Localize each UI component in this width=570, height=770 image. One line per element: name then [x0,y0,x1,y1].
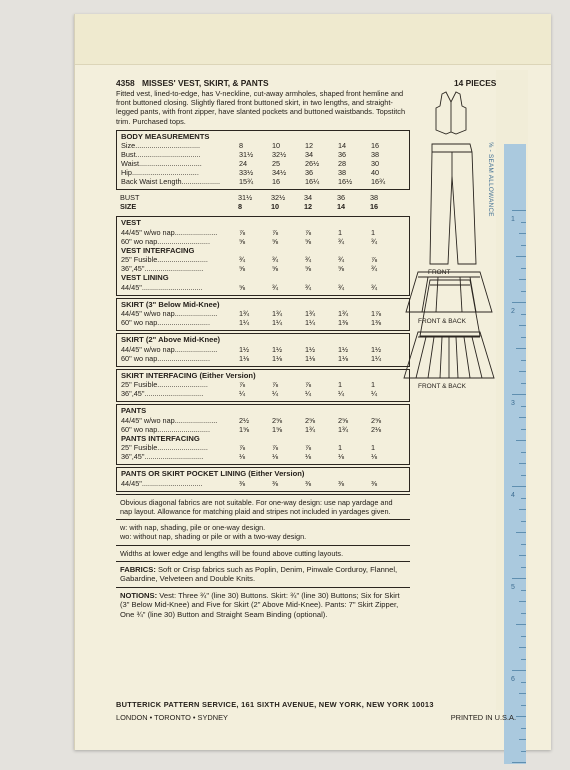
row-value: 40 [371,168,380,178]
skirt-short-sketch [406,272,492,312]
row-value: ¾ [338,236,345,246]
row-value: 16 [371,141,380,151]
row-value: ⅛ [305,452,312,462]
bust-value: 32½ [271,193,286,203]
ruler-tick [521,406,526,407]
size-value: 12 [304,202,313,212]
row-value: ⅝ [239,236,246,246]
fabrics-label: FABRICS: [120,564,156,574]
pants-rows [117,416,409,434]
row-value: 1¾ [338,309,349,319]
ruler-tick [521,659,526,660]
table-row [117,141,409,150]
ruler-tick [519,279,526,280]
row-value: ¾ [272,255,279,265]
ruler-tick [512,670,526,671]
table-row [117,425,409,434]
table-row [117,452,409,461]
ruler-tick [512,578,526,579]
row-label: 60" wo nap.......................... [121,424,210,434]
bust-row [116,193,410,202]
fabrics-text: Soft or Crisp fabrics such as Poplin, Denim, Pinwale Corduroy, Flannel, Gabardine, Velveteen and Double Knits. [120,564,398,584]
publisher-cities: LONDON • TORONTO • SYDNEY [116,713,228,722]
pattern-description: Fitted vest, lined-to-edge, has V-neckline, cut-away armholes, shaped front hemline and front buttoned closing. Slightly flared front buttoned skirt, in two lengths, and straight-legged pants, with front zipper, have slanted pockets and buttoned waistbands. Topstitch trim. Purchased tops. [116,89,406,126]
row-value: ⅞ [272,443,279,453]
ruler-number: 4 [511,492,515,499]
ruler-tick [521,291,526,292]
row-label: 60" wo nap.......................... [121,318,210,328]
ruler-number: 3 [511,400,515,407]
row-value: ⅜ [371,478,378,488]
row-value: ⅞ [305,443,312,453]
vest-interfacing-rows [117,255,409,273]
row-value: ⅝ [305,264,312,274]
row-label: Waist............................... [121,159,202,169]
pattern-pieces: 14 PIECES [454,78,497,88]
ruler-tick [521,544,526,545]
row-value: 1⅜ [338,318,349,328]
body-measurements-section [116,130,410,191]
row-value: 1 [338,227,343,237]
row-label: 44/45".............................. [121,478,203,488]
row-value: ¼ [338,389,345,399]
row-value: 1 [338,443,343,453]
row-value: ⅝ [338,264,345,274]
ruler-ticks [504,210,526,770]
ruler-tick [521,751,526,752]
size-header-section [116,192,410,214]
row-value: ⅛ [338,452,345,462]
table-row [117,389,409,398]
yardage-table [116,130,410,492]
row-value: ⅝ [272,236,279,246]
row-value: 1½ [371,344,382,354]
row-value: 12 [305,141,314,151]
widths-note: Widths at lower edge and lengths will be found above cutting layouts. [116,546,410,562]
fabrics-block [116,562,410,588]
skirt-long-rows [117,309,409,327]
row-value: 10 [272,141,281,151]
row-value: ⅞ [305,380,312,390]
row-value: 34 [305,150,314,160]
ruler-tick [521,222,526,223]
row-value: 1½ [239,344,250,354]
row-value: ⅞ [239,443,246,453]
row-value: ⅛ [272,452,279,462]
ruler-tick [519,509,526,510]
ruler-tick [521,567,526,568]
row-value: 15¾ [239,177,254,187]
ruler-tick [519,739,526,740]
vest-section [116,216,410,296]
row-value: ⅞ [239,227,246,237]
row-value: ⅝ [239,264,246,274]
vest-heading: VEST [121,218,141,228]
row-value: 16¾ [371,177,386,187]
pants-interfacing-heading: PANTS INTERFACING [121,433,200,443]
ruler-tick [521,337,526,338]
table-row [117,309,409,318]
row-value: ⅞ [371,255,378,265]
ruler-tick [521,613,526,614]
row-value: 32½ [272,150,287,160]
row-value: ¼ [371,389,378,399]
row-value: ⅞ [239,380,246,390]
ruler-tick [521,728,526,729]
row-value: 1⅛ [305,353,316,363]
row-value: 28 [338,159,347,169]
row-value: 16½ [338,177,353,187]
row-label: 25" Fusible......................... [121,443,208,453]
row-label: 44/45" w/wo nap..................... [121,415,218,425]
row-label: 36",45"............................. [121,389,204,399]
seam-allowance-label: ⅝ - SEAM ALLOWANCE [487,142,494,217]
pants-sketch [430,144,476,264]
ruler-tick [519,555,526,556]
row-value: 38 [371,150,380,160]
row-value: 1¾ [338,424,349,434]
row-value: 34½ [272,168,287,178]
row-value: 2⅝ [371,415,382,425]
table-row [117,318,409,327]
table-row [117,416,409,425]
row-value: 1 [371,380,376,390]
ruler-tick [519,371,526,372]
vest-lining-heading: VEST LINING [121,273,169,283]
table-row [117,345,409,354]
row-value: 1¾ [305,424,316,434]
ruler-number: 6 [511,676,515,683]
ruler-tick [521,360,526,361]
ruler-tick [512,762,526,763]
row-value: ⅜ [239,478,246,488]
front-back-label-1: FRONT & BACK [418,318,466,325]
row-label: 60" wo nap.......................... [121,236,210,246]
row-value: 33½ [239,168,254,178]
row-value: ¼ [272,389,279,399]
ruler-tick [516,532,526,533]
row-value: 2⅝ [305,415,316,425]
bust-value: 34 [304,193,313,203]
row-value: ¾ [371,236,378,246]
ruler-tick [516,716,526,717]
row-value: 1¾ [305,309,316,319]
row-value: 8 [239,141,244,151]
ruler-tick [519,417,526,418]
ruler-tick [516,624,526,625]
size-value: 16 [370,202,379,212]
table-row [117,159,409,168]
row-label: 25" Fusible......................... [121,380,208,390]
skirt-interfacing-heading: SKIRT INTERFACING (Either Version) [121,370,256,380]
ruler-tick [516,440,526,441]
seam-allowance-ruler [487,70,528,710]
size-value: 8 [238,202,243,212]
row-value: ¾ [371,264,378,274]
row-value: ¾ [305,282,312,292]
printed-in: PRINTED IN U.S.A. [450,713,516,722]
row-value: 16¼ [305,177,320,187]
row-value: ¾ [239,255,246,265]
row-value: ⅛ [239,452,246,462]
ruler-tick [521,452,526,453]
ruler-number: 2 [511,308,515,315]
table-row [117,283,409,292]
pants-interfacing-rows [117,443,409,461]
ruler-tick [521,521,526,522]
ruler-tick [512,210,526,211]
row-value: 1⅝ [239,424,250,434]
ruler-tick [521,268,526,269]
row-value: 24 [239,159,248,169]
pattern-title: MISSES' VEST, SKIRT, & PANTS [142,78,269,88]
skirt-interfacing-rows [117,380,409,398]
ruler-tick [521,245,526,246]
table-row [117,264,409,273]
row-value: ¼ [239,389,246,399]
row-value: ⅞ [272,380,279,390]
row-value: ¾ [338,282,345,292]
vest-rows [117,228,409,246]
notions-block [116,588,410,623]
skirt-long-section [116,298,410,332]
body-measurements-heading: BODY MEASUREMENTS [121,131,210,141]
vest-interfacing-heading: VEST INTERFACING [121,245,195,255]
skirt-short-rows [117,345,409,363]
row-value: ⅝ [239,282,246,292]
row-value: 2½ [239,415,250,425]
table-row [117,177,409,186]
row-value: 1¾ [239,309,250,319]
ruler-tick [519,693,526,694]
publisher-address: BUTTERICK PATTERN SERVICE, 161 SIXTH AVENUE, NEW YORK, NEW YORK 10013 [116,700,434,709]
row-value: ⅞ [272,227,279,237]
row-value: 14 [338,141,347,151]
ruler-number: 5 [511,584,515,591]
row-value: 1¼ [239,318,250,328]
table-row [117,150,409,159]
with-nap-note: w: with nap, shading, pile or one-way design. [120,523,266,533]
table-row [117,237,409,246]
row-label: Bust................................ [121,150,201,160]
skirt-long-heading: SKIRT (3" Below Mid-Knee) [121,299,220,309]
row-value: 1⅛ [338,353,349,363]
row-value: ⅝ [305,236,312,246]
skirt-interfacing-section [116,369,410,403]
notions-label: NOTIONS: [120,590,158,600]
row-value: ⅜ [338,478,345,488]
row-value: 1⅛ [272,353,283,363]
row-value: 2⅝ [272,415,283,425]
row-value: 36 [338,150,347,160]
row-value: 1¾ [272,309,283,319]
pocket-lining-heading: PANTS OR SKIRT POCKET LINING (Either Version) [121,469,305,479]
row-label: 44/45" w/wo nap..................... [121,344,218,354]
row-value: ¾ [371,282,378,292]
pattern-number: 4358 [116,78,135,88]
row-value: 1 [338,380,343,390]
ruler-tick [512,302,526,303]
row-value: 1⅞ [371,309,382,319]
table-row [117,228,409,237]
size-row-label: SIZE [120,202,137,212]
row-value: 2⅝ [338,415,349,425]
ruler-tick [521,475,526,476]
table-row [117,168,409,177]
row-value: 2⅛ [371,424,382,434]
row-value: ¼ [305,389,312,399]
row-label: Back Waist Length................... [121,177,221,187]
ruler-tick [519,233,526,234]
row-label: 44/45" w/wo nap..................... [121,227,218,237]
row-value: 1¼ [272,318,283,328]
row-label: 60" wo nap.......................... [121,353,210,363]
front-back-label-2: FRONT & BACK [418,383,466,390]
table-row [117,443,409,452]
row-value: ¾ [272,282,279,292]
pants-section [116,404,410,465]
row-label: Size................................ [121,141,201,151]
row-value: ⅛ [371,452,378,462]
row-value: 1¼ [371,353,382,363]
ruler-tick [516,256,526,257]
row-label: 44/45".............................. [121,282,203,292]
row-value: 16 [272,177,281,187]
body-measurements-rows [117,141,409,186]
notions-text: Vest: Three ¾" (line 30) Buttons. Skirt: ¾" (line 30) Buttons; Six for Skirt (3" Below Mid-Knee) and Five for Skirt (2" Above Mid-Knee). Pants: 7" Skirt Zipper, One ¾" (line 30) Button and Straight Seam Binding (optional). [120,590,400,619]
bust-row-label: BUST [120,193,140,203]
row-value: 38 [338,168,347,178]
ruler-tick [521,705,526,706]
row-value: 30 [371,159,380,169]
ruler-tick [521,314,526,315]
ruler-tick [521,590,526,591]
size-value: 14 [337,202,346,212]
envelope-flap [75,14,551,65]
pants-heading: PANTS [121,406,147,416]
ruler-tick [519,601,526,602]
skirt-short-section [116,333,410,367]
row-value: 26½ [305,159,320,169]
row-value: 1 [371,227,376,237]
row-value: ⅝ [272,264,279,274]
ruler-tick [521,383,526,384]
pattern-footer [116,700,516,722]
ruler-tick [521,682,526,683]
ruler-tick [519,647,526,648]
row-value: 31½ [239,150,254,160]
row-value: 36 [305,168,314,178]
row-value: 1⅜ [371,318,382,328]
ruler-tick [521,498,526,499]
row-value: 1½ [338,344,349,354]
ruler-tick [519,463,526,464]
row-value: ¾ [338,255,345,265]
table-row [117,354,409,363]
row-label: 44/45" w/wo nap..................... [121,309,218,319]
table-row [117,380,409,389]
nap-legend [116,520,410,545]
pocket-lining-rows [117,479,409,488]
row-value: 1⅝ [272,424,283,434]
pocket-lining-section [116,467,410,492]
row-value: ¾ [305,255,312,265]
row-value: 1 [371,443,376,453]
skirt-short-heading: SKIRT (2" Above Mid-Knee) [121,335,221,345]
row-label: 25" Fusible......................... [121,255,208,265]
ruler-tick [512,394,526,395]
row-label: Hip................................. [121,168,199,178]
row-value: 25 [272,159,281,169]
ruler-tick [516,348,526,349]
without-nap-note: wo: without nap, shading or pile or with a two-way design. [120,532,307,542]
row-value: 1⅛ [239,353,250,363]
ruler-number: 1 [511,216,515,223]
row-value: ⅜ [305,478,312,488]
row-value: 1¼ [305,318,316,328]
ruler-tick [521,429,526,430]
row-value: 1½ [305,344,316,354]
row-value: ⅜ [272,478,279,488]
row-label: 36",45"............................. [121,264,204,274]
ruler-tick [512,486,526,487]
row-label: 36",45"............................. [121,452,204,462]
fabric-notes: Obvious diagonal fabrics are not suitable. For one-way design: use nap yardage and nap layout. Allowance for matching plaid and stripes not included in yardages given. [116,494,410,520]
bust-value: 38 [370,193,379,203]
row-value: ⅞ [305,227,312,237]
bust-value: 31½ [238,193,253,203]
front-label: FRONT [428,269,451,276]
table-row [117,479,409,488]
vest-lining-rows [117,283,409,292]
ruler-tick [519,325,526,326]
table-row [117,255,409,264]
bust-value: 36 [337,193,346,203]
ruler-tick [521,636,526,637]
size-row [116,202,410,211]
row-value: 1½ [272,344,283,354]
size-value: 10 [271,202,280,212]
